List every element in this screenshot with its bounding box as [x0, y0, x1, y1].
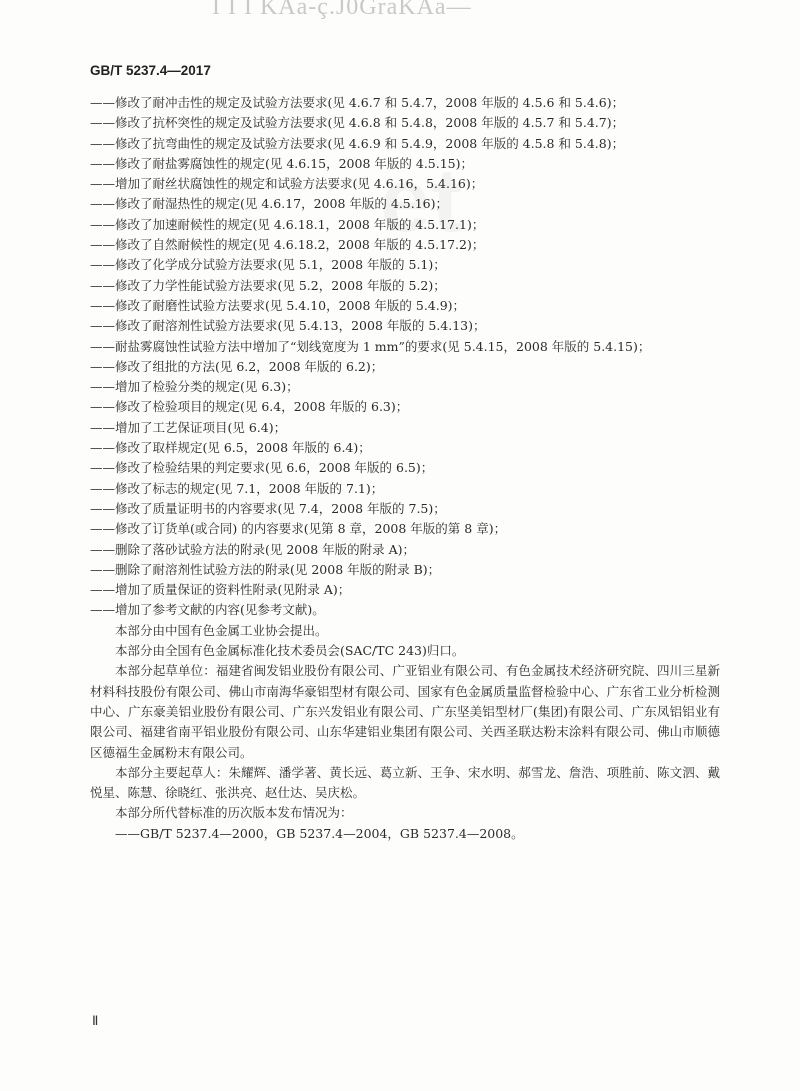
change-item: ——修改了抗弯曲性的规定及试验方法要求(见 4.6.9 和 5.4.9，2008 年版的 4.5.8 和 5.4.8)；	[90, 135, 625, 151]
change-item: ——修改了检验结果的判定要求(见 6.6，2008 年版的 6.5)；	[90, 460, 434, 476]
drafting-units-paragraph: 本部分起草单位：福建省闽发铝业股份有限公司、广亚铝业有限公司、有色金属技术经济研究院、四川三星新材料科技股份有限公司、佛山市南海华豪铝型材有限公司、国家有色金属质量监督检验中心、广东省工业分析检测中心、广东豪美铝业股份有限公司、广东兴发铝业有限公司、广东坚美铝型材厂(集团)有限公司、广东凤铝铝业有限公司、福建省南平铝业股份有限公司、山东华建铝业集团有限公司、关西圣联达粉末涂料有限公司、佛山市顺德区德福生金属粉末有限公司。	[90, 663, 720, 760]
change-item: ——修改了自然耐候性的规定(见 4.6.18.2，2008 年版的 4.5.17.2)；	[90, 237, 485, 253]
change-item: ——修改了耐湿热性的规定(见 4.6.17，2008 年版的 4.5.16)；	[90, 196, 449, 212]
custodian-paragraph: 本部分由全国有色金属标准化技术委员会(SAC/TC 243)归口。	[115, 643, 465, 659]
change-item: ——修改了耐盐雾腐蚀性的规定(见 4.6.15，2008 年版的 4.5.15)；	[90, 155, 474, 171]
changes-list	[90, 93, 720, 621]
change-item: ——删除了耐溶剂性试验方法的附录(见 2008 年版的附录 B)；	[90, 561, 441, 577]
change-item: ——修改了化学成分试验方法要求(见 5.1，2008 年版的 5.1)；	[90, 257, 446, 273]
change-item: ——修改了检验项目的规定(见 6.4，2008 年版的 6.3)；	[90, 399, 409, 415]
page-number: Ⅱ	[92, 1013, 99, 1028]
change-item: ——修改了订货单(或合同) 的内容要求(见第 8 章，2008 年版的第 8 章)；	[90, 521, 507, 537]
change-item: ——修改了取样规定(见 6.5，2008 年版的 6.4)；	[90, 440, 371, 456]
change-item: ——耐盐雾腐蚀性试验方法中增加了“划线宽度为 1 mm”的要求(见 5.4.15，2008 年版的 5.4.15)；	[90, 338, 651, 354]
proposer-paragraph: 本部分由中国有色金属工业协会提出。	[115, 622, 328, 638]
change-item: ——修改了耐溶剂性试验方法要求(见 5.4.13，2008 年版的 5.4.13)；	[90, 318, 486, 334]
history-intro: 本部分所代替标准的历次版本发布情况为：	[115, 805, 353, 821]
standard-code: GB/T 5237.4—2017	[90, 63, 211, 78]
watermark: et	[380, 151, 465, 251]
drafters-paragraph: 本部分主要起草人：朱耀辉、潘学著、黄长远、葛立新、王争、宋水明、郝雪龙、詹浩、项胜前、陈文泗、戴悦星、陈慧、徐晓红、张洪亮、赵仕达、吴庆松。	[90, 764, 720, 801]
change-item: ——修改了力学性能试验方法要求(见 5.2，2008 年版的 5.2)；	[90, 277, 446, 293]
change-item: ——修改了组批的方法(见 6.2，2008 年版的 6.2)；	[90, 358, 384, 374]
change-item: ——修改了质量证明书的内容要求(见 7.4，2008 年版的 7.5)；	[90, 500, 446, 516]
change-item: ——修改了加速耐候性的规定(见 4.6.18.1，2008 年版的 4.5.17.1)；	[90, 216, 485, 232]
history-versions: ——GB/T 5237.4—2000，GB 5237.4—2004，GB 5237.4—2008。	[115, 825, 524, 841]
change-item: ——增加了参考文献的内容(见参考文献)。	[90, 602, 325, 618]
change-item: ——修改了耐磨性试验方法要求(见 5.4.10，2008 年版的 5.4.9)；	[90, 297, 466, 313]
header-artifact-text: I I I KAa-ç.J0GraKAa—	[212, 0, 472, 20]
document-body	[90, 93, 720, 844]
change-item: ——修改了抗杯突性的规定及试验方法要求(见 4.6.8 和 5.4.8，2008 年版的 4.5.7 和 5.4.7)；	[90, 115, 625, 131]
change-item: ——删除了落砂试验方法的附录(见 2008 年版的附录 A)；	[90, 541, 416, 557]
change-item: ——增加了耐丝状腐蚀性的规定和试验方法要求(见 4.6.16，5.4.16)；	[90, 176, 484, 192]
change-item: ——修改了标志的规定(见 7.1，2008 年版的 7.1)；	[90, 480, 384, 496]
change-item: ——修改了耐冲击性的规定及试验方法要求(见 4.6.7 和 5.4.7，2008 年版的 4.5.6 和 5.4.6)；	[90, 95, 625, 110]
change-item: ——增加了工艺保证项目(见 6.4)；	[90, 419, 287, 435]
change-item: ——增加了检验分类的规定(见 6.3)；	[90, 379, 299, 395]
change-item: ——增加了质量保证的资料性附录(见附录 A)；	[90, 582, 351, 598]
